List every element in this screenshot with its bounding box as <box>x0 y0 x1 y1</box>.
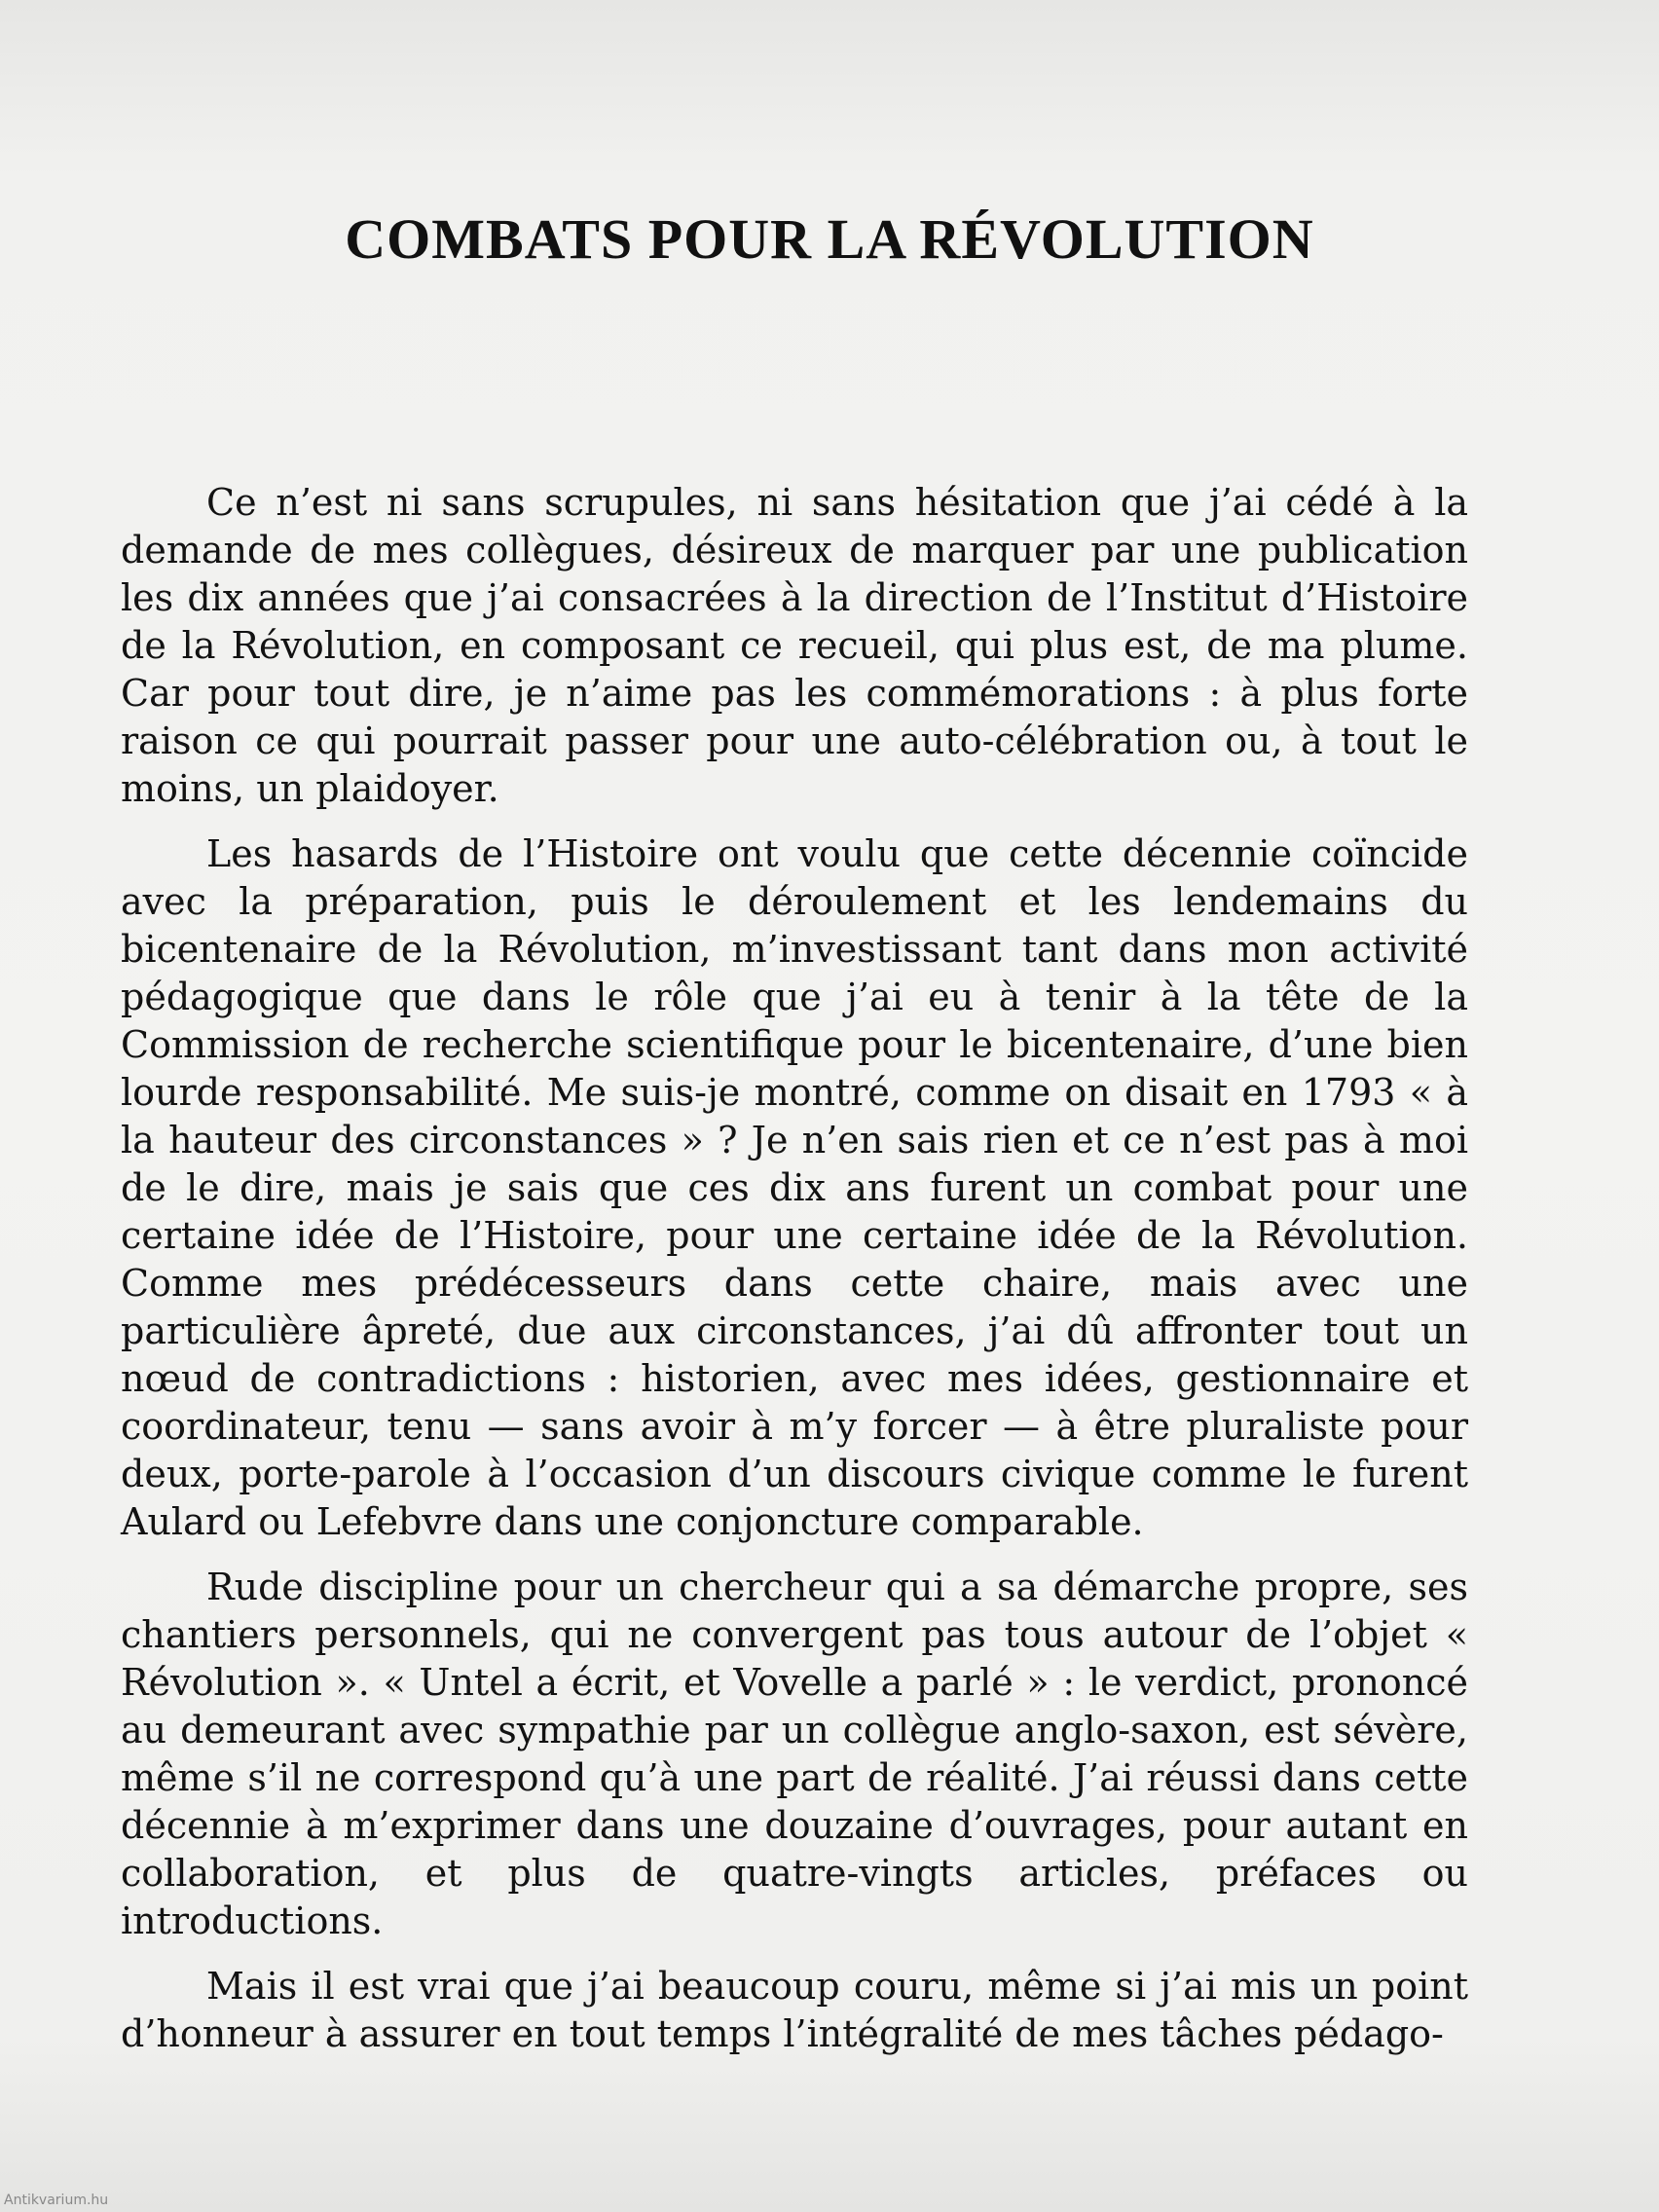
paragraph-3: Rude discipline pour un chercheur qui a sa démarche propre, ses chantiers personnels, qui ne convergent pas tous autour de l’objet « Révolution ». « Untel a écrit, et Vovelle a parlé » : le verdict, prononcé au demeurant avec sympathie par un collègue anglo-saxon, est sévère, même s’il ne correspond qu’à une part de réalité. J’ai réussi dans cette décennie à m’exprimer dans une douzaine d’ouvrages, pour autant en collaboration, et plus de quatre-vingts articles, préfaces ou introductions. <box>121 1566 1468 1942</box>
paragraph-4: Mais il est vrai que j’ai beaucoup couru, même si j’ai mis un point d’honneur à assurer en tout temps l’intégralité de mes tâches pédago- <box>121 1965 1468 2055</box>
paragraph-1: Ce n’est ni sans scrupules, ni sans hésitation que j’ai cédé à la demande de mes collègues, désireux de marquer par une publication les dix années que j’ai consacrées à la direction de l’Institut d’Histoire de la Révolution, en composant ce recueil, qui plus est, de ma plume. Car pour tout dire, je n’aime pas les commémorations : à plus forte raison ce qui pourrait passer pour une auto-célébration ou, à tout le moins, un plaidoyer. <box>121 481 1468 810</box>
body-text <box>121 479 1468 2076</box>
chapter-title: COMBATS POUR LA RÉVOLUTION <box>345 207 1314 271</box>
watermark: Antikvarium.hu <box>4 2193 109 2208</box>
paragraph-2: Les hasards de l’Histoire ont voulu que cette décennie coïncide avec la préparation, puis le déroulement et les lendemains du bicentenaire de la Révolution, m’investissant tant dans mon activité pédagogique que dans le rôle que j’ai eu à tenir à la tête de la Commission de recherche scientifique pour le bicentenaire, d’une bien lourde responsabilité. Me suis-je montré, comme on disait en 1793 « à la hauteur des circonstances » ? Je n’en sais rien et ce n’est pas à moi de le dire, mais je sais que ces dix ans furent un combat pour une certaine idée de l’Histoire, pour une certaine idée de la Révolution. Comme mes prédécesseurs dans cette chaire, mais avec une particulière âpreté, due aux circonstances, j’ai dû affronter tout un nœud de contradictions : historien, avec mes idées, gestionnaire et coordinateur, tenu — sans avoir à m’y forcer — à être pluraliste pour deux, porte-parole à l’occasion d’un discours civique comme le furent Aulard ou Lefebvre dans une conjoncture comparable. <box>121 832 1468 1543</box>
